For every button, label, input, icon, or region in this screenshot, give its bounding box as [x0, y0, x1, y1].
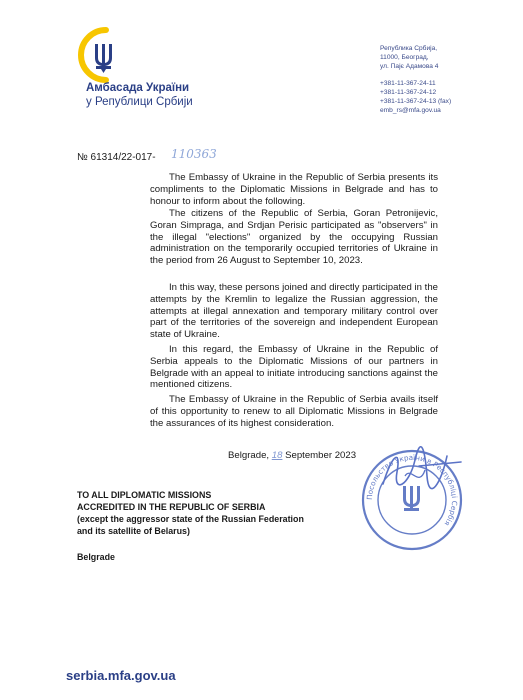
date-city: Belgrade, — [228, 450, 270, 461]
body-paragraph: In this way, these persons joined and directly participated in the attempts by the Kremlin to legalize the Russian aggression, the attempts at illegal annexation and temporary military control over part of the territories of the sovereign and independent European state of Ukraine. — [150, 282, 438, 340]
date-day-handwritten: 18 — [271, 450, 283, 461]
phone-line: +381-11-367-24-12 — [380, 89, 437, 96]
addressee-line: and its satellite of Belarus) — [77, 526, 190, 536]
address-line: ул. Пајє Адамова 4 — [380, 63, 439, 70]
address-line: 11000, Београд, — [380, 54, 429, 61]
reference-number: № 61314/22-017- — [77, 152, 156, 163]
addressee-line: ACCREDITED IN THE REPUBLIC OF SERBIA — [77, 502, 266, 512]
svg-text:Посольство України в Республіц: Посольство України в Республіці Сербія — [364, 452, 460, 528]
embassy-subtitle: у Републици Србији — [86, 96, 193, 108]
addressee-city: Belgrade — [77, 552, 115, 562]
fax-line: +381-11-367-24-13 (fax) — [380, 98, 452, 105]
body-paragraph: The Embassy of Ukraine in the Republic of Serbia presents its compliments to the Diplomatic Missions in Belgrade and has to honour to inform about the following. — [150, 172, 438, 207]
email-line: emb_rs@mfa.gov.ua — [380, 107, 441, 114]
addressee-line: TO ALL DIPLOMATIC MISSIONS — [77, 490, 212, 500]
trident-icon — [95, 44, 112, 73]
dateline — [228, 450, 356, 461]
embassy-name: Амбасада України — [86, 82, 190, 94]
body-paragraph: The Embassy of Ukraine in the Republic of Serbia avails itself of this opportunity to renew to all Diplomatic Missions in Belgrade the assurances of its highest consideration. — [150, 394, 438, 429]
address-line: Република Србија, — [380, 45, 438, 52]
embassy-logo — [72, 24, 128, 84]
body-paragraph: The citizens of the Republic of Serbia, Goran Petronijevic, Goran Simpraga, and Srdjan Perisic participated as "observers" in the illegal "elections" organized by the occupying Russian administration on the temporarily occupied territories of Ukraine in the period from 26 August to September 10, 2023. — [150, 208, 438, 266]
handwritten-reference: 110363 — [171, 147, 217, 161]
signature-icon — [375, 446, 465, 494]
addressee-line: (except the aggressor state of the Russian Federation — [77, 514, 304, 524]
website-link[interactable]: serbia.mfa.gov.ua — [66, 668, 176, 683]
phone-line: +381-11-367-24-11 — [380, 80, 436, 87]
date-month-year: September 2023 — [285, 450, 357, 461]
body-paragraph: In this regard, the Embassy of Ukraine in the Republic of Serbia appeals to the Diplomatic Missions of our partners in Belgrade with an appeal to initiate introducing sanctions against the mentioned citizens. — [150, 344, 438, 391]
